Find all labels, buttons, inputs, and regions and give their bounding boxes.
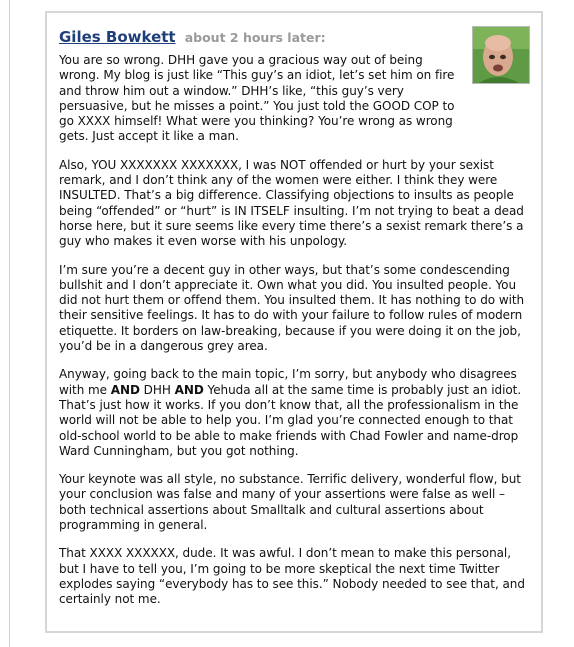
comment-paragraph-2: Also, YOU XXXXXXX XXXXXXX, I was NOT offended or hurt by your sexist remark, and I don’t think any of the women were either. I think they were INSULTED. That’s a big difference. Classifying objections to insults as people being “offended” or “hurt” is IN ITSELF insulting. I’m not trying to beat a dead horse here, but it sure seems like every time there’s a sexist remark there’s a guy who makes it even worse with his unpology. xyxy=(59,157,524,249)
avatar xyxy=(472,26,530,84)
comment-timestamp: about 2 hours later: xyxy=(184,30,326,45)
page-left-rule xyxy=(9,0,10,647)
comment-header xyxy=(59,27,525,49)
comment-paragraph-3: I’m sure you’re a decent guy in other ways, but that’s some condescending bullshit and I don’t appreciate it. Own what you did. You insulted people. You did not hurt them or offend them. You insulted them. It has nothing to do with their sensitive feelings. It has to do with your failure to follow rules of modern etiquette. It borders on law-breaking, because if you were doing it on the job, you’d be in a dangerous grey area. xyxy=(59,262,525,354)
p4-bold-and-1: AND xyxy=(110,382,140,397)
comment-content xyxy=(59,27,525,621)
comment-paragraph-6: That XXXX XXXXXX, dude. It was awful. I don’t mean to make this personal, but I have to tell you, I’m going to be more skeptical the next time Twitter explodes saying “everybody has to see this.” Nobody needed to see that, and certainly not me. xyxy=(59,546,525,607)
avatar-photo-icon xyxy=(473,27,529,83)
p4-text-d: Yehuda all at the same time is probably just an idiot. That’s just how it works. If you don’t know that, all the professionalism in the world will not be able to help you. I’m glad you’re connected enough to that old-school world to be able to make friends with Chad Fowler and name-drop Ward Cunningham, but you got nothing. xyxy=(59,382,522,458)
comment-paragraph-5: Your keynote was all style, no substance. Terrific delivery, wonderful flow, but your conclusion was false and many of your assertions were false as well – both technical assertions about Smalltalk and cultural assertions about programming in general. xyxy=(59,472,521,533)
p4-bold-and-2: AND xyxy=(174,382,204,397)
comment-paragraph-4 xyxy=(59,367,525,459)
comment-body xyxy=(59,53,525,608)
comment-box xyxy=(45,11,543,633)
p4-text-a: Anyway, going back to the main topic, I’m sorry, but anybody who disagrees with me xyxy=(59,367,517,397)
comment-paragraph-1: You are so wrong. DHH gave you a gracious way out of being wrong. My blog is just like “This guy’s an idiot, let’s set him on fire and throw him out a window.” DHH’s like, “this guy’s very persuasive, but he misses a point.” You just told the GOOD COP to go XXXX himself! What were you thinking? You’re wrong as wrong gets. Just accept it like a man. xyxy=(59,53,455,144)
author-link[interactable]: Giles Bowkett xyxy=(59,28,176,46)
p4-text-c: DHH xyxy=(139,382,175,397)
